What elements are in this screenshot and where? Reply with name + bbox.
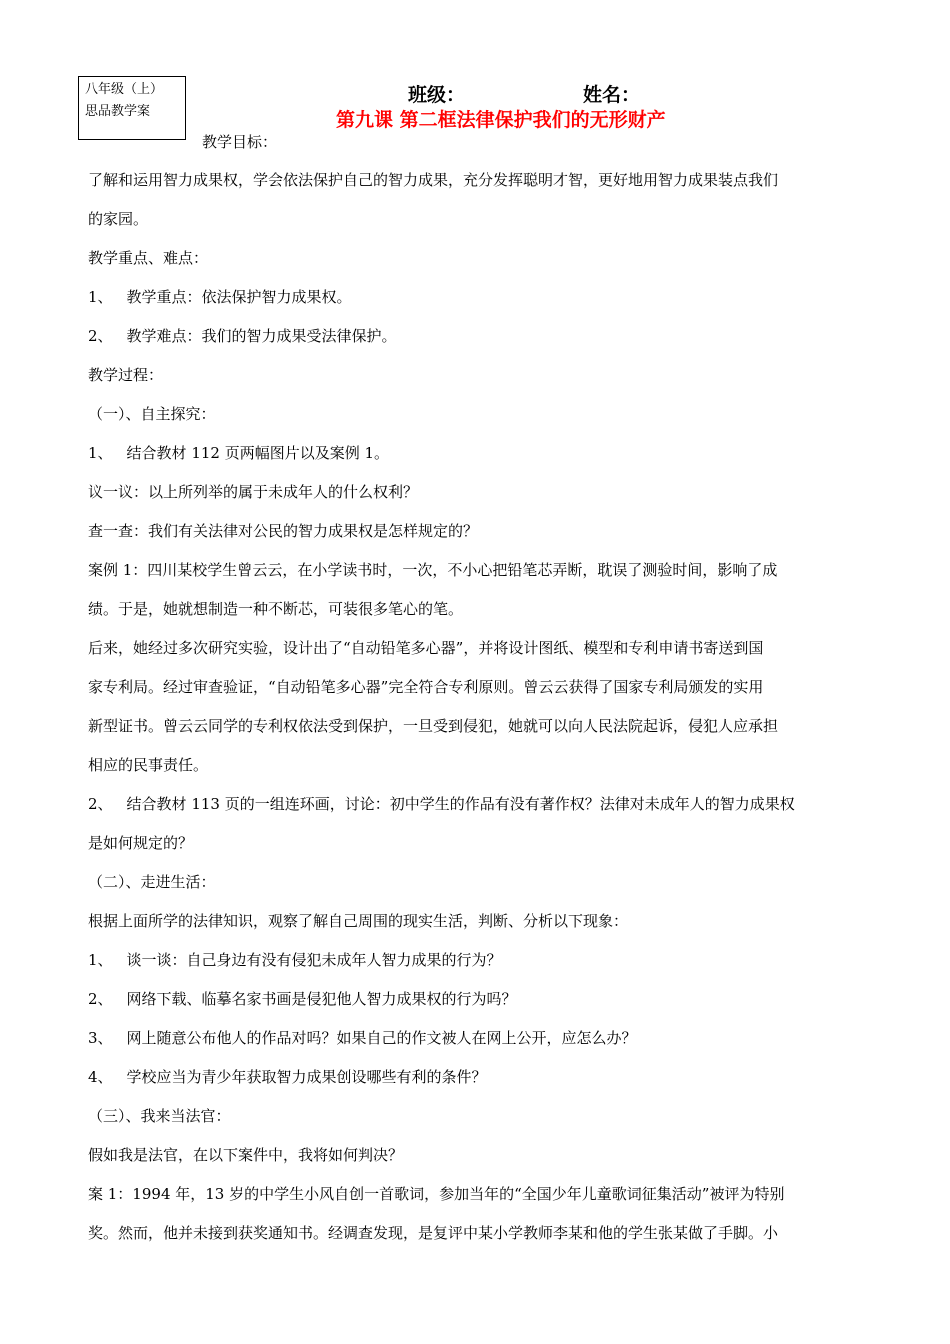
class-label: 班级： — [408, 84, 466, 106]
grade-course-box — [78, 76, 186, 140]
discuss-prompt: 议一议：以上所列举的属于未成年人的什么权利？ — [88, 483, 419, 501]
case-text-line: 新型证书。曾云云同学的专利权依法受到保护，一旦受到侵犯，她就可以向人民法院起诉，侵犯人应承担 — [88, 717, 779, 735]
list-number: 1、 — [88, 288, 113, 306]
focus-item — [88, 317, 862, 356]
case-text-line: 家专利局。经过审查验证，“自动铅笔多心器”完全符合专利原则。曾云云获得了国家专利局颁发的实用 — [88, 678, 764, 696]
list-text: 网上随意公布他人的作品对吗？如果自己的作文被人在网上公开，应怎么办？ — [126, 1029, 637, 1047]
list-number: 4、 — [88, 1068, 113, 1086]
focus-item — [88, 278, 862, 317]
document-body — [88, 161, 862, 1253]
list-text: 结合教材 113 页的一组连环画，讨论：初中学生的作品有没有著作权？法律对未成年人的智力成果权 — [126, 795, 795, 813]
lesson-title: 第九课 第二框法律保护我们的无形财产 — [336, 109, 666, 131]
list-item — [88, 1019, 862, 1058]
list-text: 教学重点：依法保护智力成果权。 — [126, 288, 352, 306]
process-heading: 教学过程： — [88, 366, 164, 384]
case-text-line: 后来，她经过多次研究实验，设计出了“自动铅笔多心器”，并将设计图纸、模型和专利申请书寄送到国 — [88, 639, 764, 657]
goals-label: 教学目标： — [202, 133, 278, 151]
list-number: 1、 — [88, 951, 113, 969]
list-number: 1、 — [88, 444, 113, 462]
list-item — [88, 941, 862, 980]
list-text: 教学难点：我们的智力成果受法律保护。 — [126, 327, 397, 345]
list-number: 3、 — [88, 1029, 113, 1047]
focus-heading: 教学重点、难点： — [88, 249, 209, 267]
list-number: 2、 — [88, 327, 113, 345]
case-text-line: 绩。于是，她就想制造一种不断芯，可装很多笔心的笔。 — [88, 600, 464, 618]
list-text: 结合教材 112 页两幅图片以及案例 1。 — [126, 444, 390, 462]
grade-label: 八年级（上） — [85, 82, 164, 97]
section-heading: （二）、走进生活： — [88, 873, 216, 891]
goals-text-line: 的家园。 — [88, 210, 149, 228]
case-text-line: 案例 1：四川某校学生曾云云，在小学读书时，一次，不小心把铅笔芯弄断，耽误了测验时间，影响了成 — [88, 561, 778, 579]
list-text: 网络下载、临摹名家书画是侵犯他人智力成果权的行为吗？ — [126, 990, 517, 1008]
case-text-line: 案 1：1994 年，13 岁的中学生小风自创一首歌词，参加当年的“全国少年儿童歌词征集活动”被评为特别 — [88, 1185, 785, 1203]
check-prompt: 查一查：我们有关法律对公民的智力成果权是怎样规定的？ — [88, 522, 479, 540]
case-text-line: 相应的民事责任。 — [88, 756, 209, 774]
judge-intro: 假如我是法官，在以下案件中，我将如何判决？ — [88, 1146, 404, 1164]
list-item — [88, 434, 862, 473]
section-heading: （一）、自主探究： — [88, 405, 216, 423]
list-text: 学校应当为青少年获取智力成果创设哪些有利的条件？ — [126, 1068, 487, 1086]
life-intro: 根据上面所学的法律知识，观察了解自己周围的现实生活，判断、分析以下现象： — [88, 912, 629, 930]
list-number: 2、 — [88, 990, 113, 1008]
course-label: 思品教学案 — [85, 104, 151, 119]
class-name-line — [408, 80, 640, 107]
list-item-continued: 是如何规定的？ — [88, 834, 194, 852]
name-label: 姓名： — [583, 84, 641, 106]
list-text: 谈一谈：自己身边有没有侵犯未成年人智力成果的行为？ — [126, 951, 502, 969]
list-item — [88, 980, 862, 1019]
goals-text-line: 了解和运用智力成果权，学会依法保护自己的智力成果，充分发挥聪明才智，更好地用智力成果装点我们 — [88, 171, 779, 189]
case-text-line: 奖。然而，他并未接到获奖通知书。经调查发现，是复评中某小学教师李某和他的学生张某做了手脚。小 — [88, 1224, 779, 1242]
section-heading: （三）、我来当法官： — [88, 1107, 231, 1125]
list-item — [88, 785, 862, 824]
list-item — [88, 1058, 862, 1097]
list-number: 2、 — [88, 795, 113, 813]
